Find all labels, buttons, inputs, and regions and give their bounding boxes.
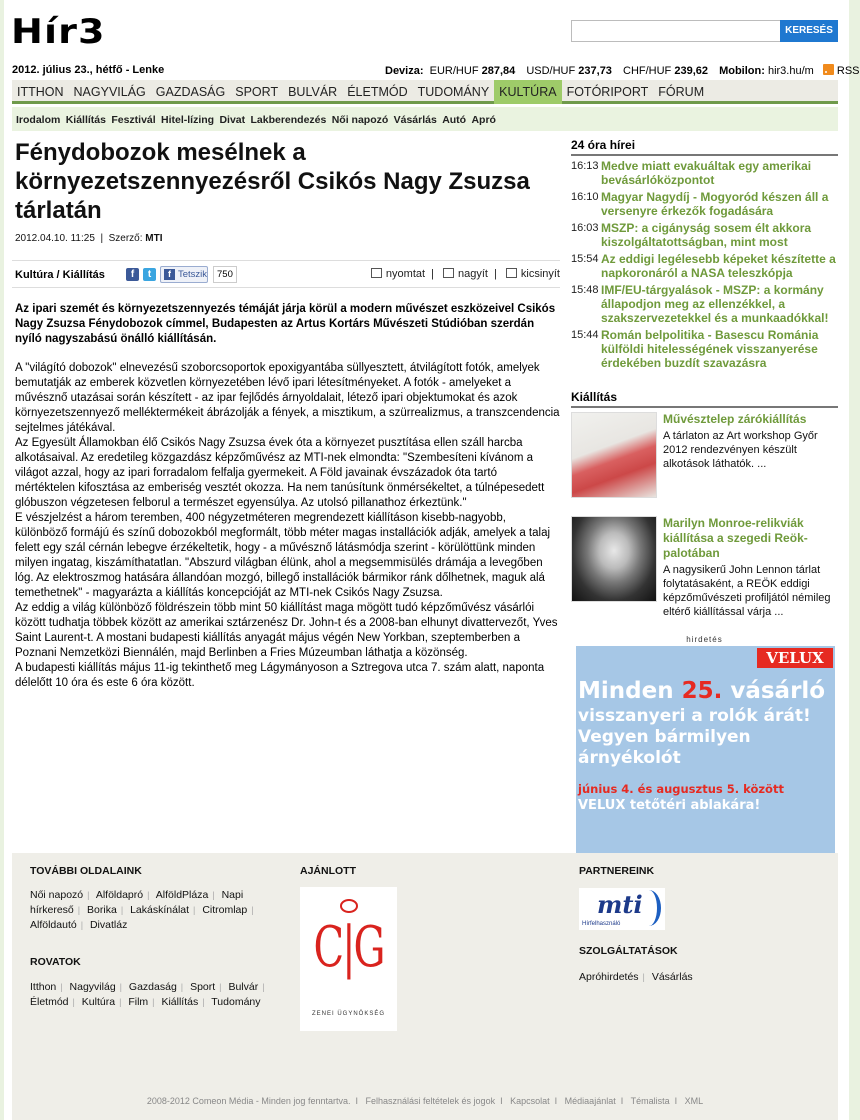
subnav-item[interactable]: Hitel-lízing (161, 114, 215, 126)
like-label: Tetszik (178, 269, 208, 280)
ad-text: vásárló (722, 678, 826, 704)
news-time: 16:10 (571, 191, 599, 203)
footer-link[interactable]: Vásárlás (651, 971, 693, 983)
footer-link[interactable]: Témalista (630, 1096, 670, 1106)
footer-link[interactable]: Felhasználási feltételek és jogok (365, 1096, 496, 1106)
news-link[interactable]: Magyar Nagydíj - Mogyoród készen áll a versenyre érkezők fogadására (601, 190, 829, 218)
nav-item-forum[interactable]: FÓRUM (658, 85, 705, 99)
footer-heading: SZOLGÁLTATÁSOK (579, 945, 678, 957)
footer-link[interactable]: Nagyvilág (69, 981, 116, 993)
nav-item-sport[interactable]: SPORT (235, 85, 279, 99)
footer-link[interactable]: Tudomány (211, 996, 261, 1008)
footer-heading: TOVÁBBI OLDALAINK (30, 865, 142, 877)
ad-subtext (578, 706, 811, 769)
footer-link[interactable]: XML (684, 1096, 704, 1106)
article-paragraph: Az Egyesült Államokban élő Csikós Nagy Zsuzsa évek óta a környezet pusztítása ellen száll harcba alkotásaival. Az eredetileg közgazdász képzőművész az MTI-nek elmondta: "Szembesíteni kívánom a világot azzal, hogy az ipari forradalom felfalja gyermekeit. A Föld javainak évszázadok óta tartó mértéktelen kifosztása az emberiség vesztét okozza. Ha nem tanúsítunk önmérsékeltet, a túlnépesedett glóbuszon végzetesen felborul a természet egyensúlya. Az utolsó pillanathoz érkeztünk." (15, 437, 545, 509)
article-headline: Fénydobozok mesélnek a környezetszennyezésről Csikós Nagy Zsuzsa tárlatán (15, 139, 530, 224)
news-time: 15:44 (571, 329, 599, 341)
news-item (571, 159, 838, 187)
article-paragraph: A budapesti kiállítás május 11-ig tekinthető meg Lágymányoson a Sztregova utca 7. szám alatt, naponta délelőtt 10 óra és este 6 óra között. (15, 662, 545, 689)
link-separator: | (77, 905, 81, 915)
subnav-item[interactable]: Apró (471, 114, 496, 126)
author-label: Szerző: (108, 233, 143, 244)
rss-link[interactable]: RSS (836, 65, 860, 77)
currency-bar (385, 64, 860, 77)
nav-item-eletmod[interactable]: ÉLETMÓD (347, 85, 408, 99)
ad-text: Minden (578, 678, 682, 704)
logo-mark: mti (597, 890, 643, 919)
nav-item-bulvar[interactable]: BULVÁR (288, 85, 338, 99)
ad-text: visszanyeri a rolók árát! (578, 706, 811, 726)
news-link[interactable]: Medve miatt evakuáltak egy amerikai bevásárlóközpontot (601, 159, 812, 187)
link-separator: | (262, 982, 265, 992)
footer-link[interactable]: Bulvár (228, 981, 259, 993)
article-paragraph: Az eddig a világ különböző földrészein több mint 50 kiállítást maga mögött tudó képzőművész vásárlói között tudhatja többek között az amerikai sztárzenész Dr. John-t és a 2008-ban elhunyt divattervezőt, Yves Saint Laurent-t. A mostani budapesti kiállítás anyagát május végén New Yorkban, szeptemberben a Poznani Nemzetközi Biennálén, majd Berlinben a Fries Múzeumban láthatja a közönség. (15, 602, 558, 659)
link-separator: I (355, 1096, 358, 1106)
footer-heading: AJÁNLOTT (300, 865, 356, 877)
footer-link[interactable]: Divatláz (89, 919, 128, 931)
expo-section-title: Kiállítás (571, 390, 838, 408)
footer (12, 853, 838, 1120)
link-separator: | (120, 905, 124, 915)
expo-thumbnail[interactable] (571, 412, 657, 498)
ad-text: Vegyen bármilyen (578, 727, 751, 747)
article-paragraph: A "világító dobozok" elnevezésű szoborcsoportok epoxigyantába süllyesztett, átvilágított fotók, amelyek bemutatják az emberek közvetlen környezetében lévő ipari létesítményeket. A fotók - amelyeket a művésznő utazásai során készített - az ipar fejlődés árnyoldalait, létező ipari objektumokat és azok környezetszennyező melléktermékeit ábrázolják a fények, a misztikum, a szürrealizmus, a transzcendencia sejtelmes játékával. (15, 362, 560, 434)
subnav-item[interactable]: Lakberendezés (250, 114, 327, 126)
news-item (571, 190, 838, 218)
logo-arc (637, 890, 661, 926)
link-separator: | (119, 997, 122, 1007)
news-link[interactable]: IMF/EU-tárgyalások - MSZP: a kormány állapodjon meg az ellenzékkel, a szakszervezetekkel és a munkaadókkal! (601, 283, 829, 325)
site-logo[interactable]: Hír3 (11, 12, 106, 52)
expo-title-link[interactable]: Marilyn Monroe-relikviák kiállítása a szegedi Reök-palotában (663, 516, 808, 560)
article-body (12, 361, 560, 691)
nav-item-fotoriport[interactable]: FOTÓRIPORT (566, 85, 649, 99)
footer-link[interactable]: Kiállítás (161, 996, 199, 1008)
footer-link[interactable]: Napi hírkereső (30, 889, 244, 916)
subnav-item[interactable]: Vásárlás (393, 114, 437, 126)
expo-excerpt: A nagysikerű John Lennon tárlat folytatásaként, a REÖK eddigi képzőművészeti profiljától némileg eltérő kiállítással várja ... (663, 564, 831, 618)
services-links (579, 970, 839, 985)
subnav-item[interactable]: Autó (442, 114, 467, 126)
search-input[interactable] (571, 20, 783, 42)
subnav-item[interactable]: Női napozó (331, 114, 389, 126)
footer-link[interactable]: Kapcsolat (510, 1096, 550, 1106)
article-tools: nyomtat | nagyít | kicsinyít (371, 268, 560, 280)
news-time: 16:13 (571, 160, 599, 172)
dateline: 2012. július 23., hétfő - Lenke (12, 64, 165, 76)
expo-thumbnail[interactable] (571, 516, 657, 602)
news-item (571, 283, 838, 325)
footer-link[interactable]: Lakáskínálat (130, 904, 190, 916)
rss-icon[interactable] (823, 64, 834, 75)
velux-ad-banner[interactable] (576, 646, 835, 862)
link-separator: | (147, 890, 150, 900)
footer-link[interactable]: Alföldapró (95, 889, 144, 901)
footer-link[interactable]: 2008-2012 Comeon Média - Minden jog fenntartva. (146, 1096, 351, 1106)
subnav-item[interactable]: Fesztivál (111, 114, 156, 126)
footer-link[interactable]: Gazdaság (128, 981, 177, 993)
link-separator: | (60, 982, 63, 992)
nav-item-kultura[interactable]: KULTÚRA (494, 80, 561, 104)
footer-link[interactable]: Életmód (30, 996, 69, 1008)
article-lead: Az ipari szemét és környezetszennyezés témáját járja körül a modern művészet eszközeivel Csikós Nagy Zsuzsa Fénydobozok címmel, Budapesten az Artus Kortárs Művészeti Stúdióban szerdán nyíló nagyszabású önálló kiállításán. (15, 303, 556, 345)
article (12, 138, 560, 691)
nav-item-tudomany[interactable]: TUDOMÁNY (417, 85, 490, 99)
logo-caption: Hírfelhasználó (582, 921, 621, 927)
footer-link[interactable]: Médiaajánlat (564, 1096, 616, 1106)
facebook-share-icon[interactable]: f (126, 268, 139, 281)
article-meta: 2012.04.10. 11:25 | Szerző: MTI (15, 233, 163, 244)
article-date: 2012.04.10. 11:25 (15, 233, 95, 244)
subnav-item[interactable]: Divat (219, 114, 246, 126)
footer-link[interactable]: Sport (190, 981, 216, 993)
link-separator: | (642, 972, 645, 982)
mobile-label: Mobilon: (719, 65, 765, 77)
link-separator: | (80, 920, 84, 930)
footer-link[interactable]: Apróhirdetés (579, 971, 639, 983)
article-author: MTI (145, 233, 163, 244)
news-item (571, 221, 838, 249)
news-item (571, 252, 838, 280)
sub-nav (12, 107, 838, 131)
ad-number: 25. (681, 678, 723, 704)
zoom-in-link[interactable]: nagyít (457, 268, 488, 280)
rate-value: 237,73 (578, 65, 612, 77)
rate-pair: USD/HUF (526, 65, 576, 77)
link-separator: I (500, 1096, 503, 1106)
expo-title-link[interactable]: Művésztelep zárókiállítás (663, 412, 807, 426)
nav-item-nagyvilag[interactable]: NAGYVILÁG (73, 85, 146, 99)
copyright-bar (12, 1096, 838, 1106)
link-separator: | (251, 905, 254, 915)
rose-icon (340, 899, 358, 913)
link-separator: | (212, 890, 215, 900)
currency-label: Deviza: (385, 65, 424, 77)
link-separator: | (219, 982, 222, 992)
article-paragraph: E vészjelzést a három teremben, 400 négyzetméteren megrendezett kiállításon kisebb-nagyobb, különböző formájú és színű dobozokból megformált, több méter magas installációk adják, amelyek a talaj felett egy szál cérnán lebegve érzékeltetik, hogy - a művésznő látásmódja szerint - körülöttünk minden milyen ingatag, kiszámíthatatlan. "Abszurd világban élünk, ahol a megsemmisülés drámája a levegőben lóg. Az elektroszmog hatására állandóan mozgó, billegő installációk bármikor ránk dőlhetnek, maguk alá temethetnek" - magyarázta a kiállítás koncepcióját az MTI-nek Csikós Nagy Zsuzsa. (15, 512, 551, 599)
news-link[interactable]: Román belpolitika - Basescu Románia külföldi hitelességének visszanyerése érdekében buzdít szavazásra (601, 328, 819, 370)
footer-heading: ROVATOK (30, 956, 81, 968)
ad-dates: június 4. és augusztus 5. között (578, 782, 784, 796)
rate-value: 287,84 (481, 65, 516, 77)
link-separator: I (554, 1096, 558, 1106)
footer-link[interactable]: AlföldPláza (155, 889, 209, 901)
main-nav (12, 80, 838, 104)
footer-link[interactable]: Borika (87, 904, 117, 916)
ad-text: VELUX tetőtéri ablakára! (578, 798, 761, 813)
link-separator: | (87, 890, 90, 900)
like-button[interactable] (160, 266, 208, 283)
more-sites-links (30, 888, 290, 933)
footer-link[interactable]: Női napozó (30, 889, 84, 901)
footer-link[interactable]: Alföldautó (30, 919, 77, 931)
news-link[interactable]: Az eddigi legélesebb képeket készítette a napkoronáról a NASA teleszkópja (601, 252, 836, 280)
zoom-out-icon[interactable] (506, 268, 517, 278)
twitter-share-icon[interactable]: t (143, 268, 156, 281)
rate-pair: EUR/HUF (429, 65, 479, 77)
expo-excerpt: A tárlaton az Art workshop Győr 2012 rendezvényen készült alkotások láthatók. ... (663, 430, 818, 470)
zoom-out-link[interactable]: kicsinyít (520, 268, 560, 280)
ad-text: árnyékolót (578, 748, 681, 768)
link-separator: I (674, 1096, 678, 1106)
news-section-title: 24 óra hírei (571, 138, 838, 156)
link-separator: | (119, 982, 122, 992)
news-item (571, 328, 838, 370)
cg-agency-logo[interactable] (300, 887, 397, 1031)
logo-caption: ZENEI ÜGYNÖKSÉG (311, 1011, 385, 1017)
article-toolbar (12, 260, 560, 288)
zoom-in-icon[interactable] (443, 268, 454, 278)
mobile-link[interactable]: hir3.hu/m (767, 65, 814, 77)
footer-heading: PARTNEREINK (579, 865, 655, 877)
search-button[interactable]: KERESÉS (780, 20, 838, 42)
expo-item (571, 516, 838, 619)
print-link[interactable]: nyomtat (385, 268, 426, 280)
link-separator: I (620, 1096, 624, 1106)
footer-link[interactable]: Citromlap (202, 904, 248, 916)
print-icon[interactable] (371, 268, 382, 278)
sections-links (30, 980, 290, 1010)
breadcrumb[interactable]: Kultúra / Kiállítás (15, 269, 105, 281)
subnav-item[interactable]: Kiállítás (65, 114, 106, 126)
logo-mark: C|G (313, 915, 384, 981)
link-separator: | (180, 982, 184, 992)
news-link[interactable]: MSZP: a cigányság sosem élt akkora kiszolgáltatottságban, mint most (601, 221, 812, 249)
ad-label: hirdetés (686, 635, 723, 644)
link-separator: | (72, 997, 75, 1007)
news-time: 15:48 (571, 284, 599, 296)
link-separator: | (202, 997, 205, 1007)
rate-pair: CHF/HUF (623, 65, 672, 77)
ad-headline (578, 678, 825, 704)
footer-link[interactable]: Kultúra (81, 996, 116, 1008)
mti-logo[interactable] (579, 888, 665, 930)
facebook-icon: f (164, 269, 175, 280)
nav-item-itthon[interactable]: ITTHON (17, 85, 64, 99)
rate-value: 239,62 (674, 65, 708, 77)
link-separator: | (193, 905, 196, 915)
expo-section (571, 390, 838, 619)
sidebar (571, 138, 838, 862)
nav-item-gazdasag[interactable]: GAZDASÁG (155, 85, 226, 99)
velux-logo: VELUX (757, 648, 833, 668)
news-time: 16:03 (571, 222, 599, 234)
news-time: 15:54 (571, 253, 599, 265)
footer-link[interactable]: Itthon (30, 981, 57, 993)
footer-link[interactable]: Film (128, 996, 149, 1008)
subnav-item[interactable]: Irodalom (16, 114, 61, 126)
like-count: 750 (213, 266, 237, 283)
expo-item (571, 412, 838, 498)
link-separator: | (152, 997, 155, 1007)
page (4, 0, 860, 1120)
